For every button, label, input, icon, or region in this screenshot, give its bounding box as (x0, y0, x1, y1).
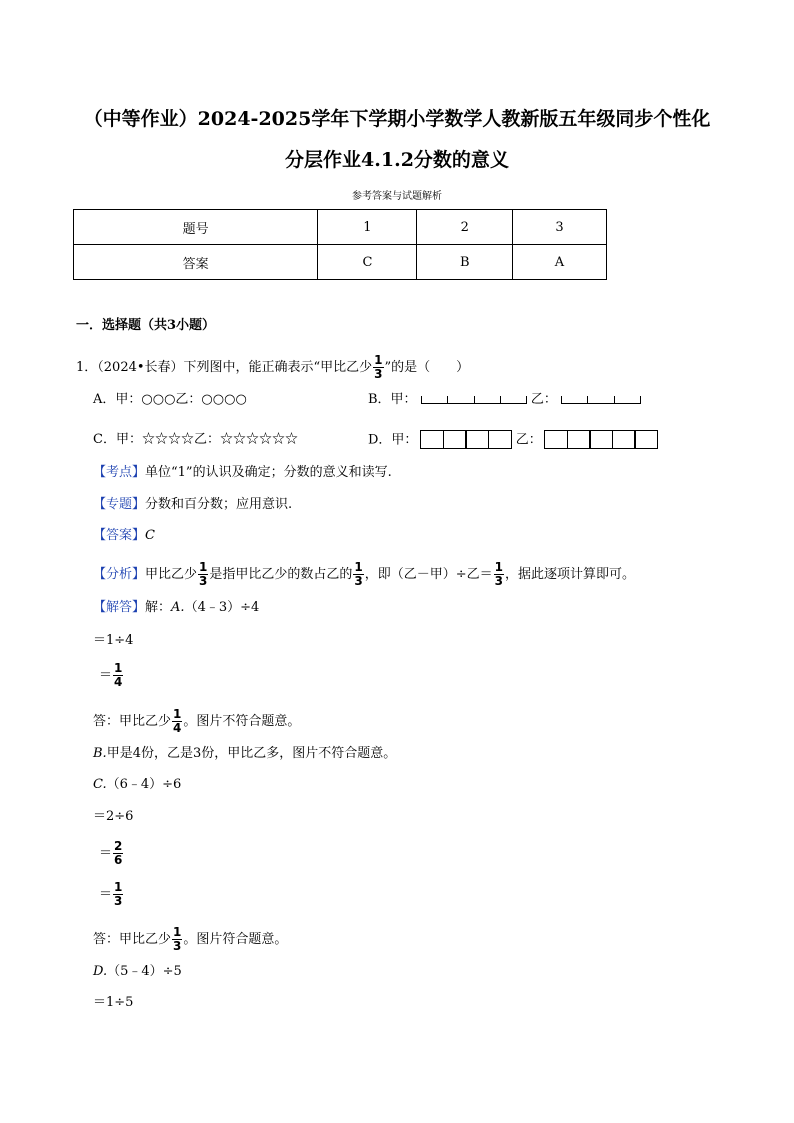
fenxi-text-1: 甲比乙少 (145, 567, 198, 582)
numerator: 2 (114, 839, 123, 853)
denominator: 4 (173, 721, 182, 735)
option-b-label: B．甲： (368, 392, 417, 407)
kaodian-line (93, 463, 392, 483)
denominator: 3 (374, 367, 383, 381)
fraction (172, 708, 182, 735)
jieda-line (93, 598, 259, 618)
fraction (172, 926, 182, 953)
document-title-line1: （中等作业）2024-2025学年下学期小学数学人教新版五年级同步个性化 (83, 108, 711, 130)
table-cell: 1 (318, 210, 417, 245)
denominator: 3 (173, 939, 182, 953)
denominator: 3 (354, 574, 363, 588)
answer-table (73, 209, 607, 280)
fenxi-tag: 【分析】 (93, 567, 146, 582)
equals-sign: ＝ (99, 846, 113, 861)
document-subtitle: 参考答案与试题解析 (352, 191, 442, 202)
denominator: 3 (199, 574, 208, 588)
line-b (93, 744, 396, 764)
fraction (353, 561, 363, 588)
numerator: 1 (199, 560, 208, 574)
equals-sign: ＝ (99, 668, 113, 683)
question-1-stem (76, 354, 469, 381)
denominator: 6 (114, 853, 123, 867)
line-c (93, 775, 181, 795)
jieda-option-a: A. (171, 600, 185, 615)
line-c-label: C. (93, 777, 107, 792)
document-title-line2: 分层作业4.1.2分数的意义 (285, 149, 509, 171)
option-b (368, 390, 641, 410)
numerator: 1 (173, 707, 182, 721)
table-cell: A (513, 245, 607, 280)
line-c-text: （6﹣4）÷6 (106, 777, 182, 792)
table-cell: 3 (513, 210, 607, 245)
numerator: 1 (114, 661, 123, 675)
fenxi-text-4: ，据此逐项计算即可。 (505, 567, 636, 582)
answer-a-text-1: 答：甲比乙少 (93, 714, 172, 729)
option-d-label: D．甲： (368, 432, 418, 448)
numerator: 1 (173, 925, 182, 939)
kaodian-text: 单位“1”的认识及确定；分数的意义和读写. (145, 465, 392, 480)
line-b-text: 甲是4份，乙是3份，甲比乙多，图片不符合题意。 (106, 746, 397, 761)
table-row (74, 245, 607, 280)
answer-a-line (93, 708, 300, 735)
table-cell: C (318, 245, 417, 280)
denominator: 4 (114, 675, 123, 689)
ruler-yi-figure (561, 395, 641, 404)
boxes-jia-figure (422, 430, 512, 450)
daan-tag: 【答案】 (93, 528, 146, 543)
zhuanti-line (93, 495, 292, 515)
step-d-1: ＝1÷5 (93, 995, 134, 1010)
table-cell: 答案 (74, 245, 318, 280)
denominator: 3 (114, 894, 123, 908)
option-d-yi-label: 乙： (515, 432, 542, 448)
option-d (368, 430, 658, 451)
line-d-text: （5﹣4）÷5 (107, 964, 182, 979)
numerator: 1 (114, 880, 123, 894)
numerator: 1 (494, 560, 504, 574)
numerator: 1 (374, 353, 383, 367)
step-a-1: ＝1÷4 (93, 633, 134, 648)
denominator: 3 (494, 574, 504, 588)
option-c: C．甲：☆☆☆☆乙：☆☆☆☆☆☆ (93, 432, 298, 447)
stem-text-b: ”的是（ ） (384, 360, 470, 375)
kaodian-tag: 【考点】 (93, 465, 146, 480)
boxes-yi-figure (546, 430, 659, 450)
fraction (198, 561, 208, 588)
equals-sign: ＝ (99, 887, 113, 902)
option-a: A．甲：○○○乙：○○○○ (93, 392, 247, 407)
fraction (494, 561, 504, 588)
answer-c-text-1: 答：甲比乙少 (93, 932, 172, 947)
line-d (93, 962, 182, 982)
answer-a-text-2: 。图片不符合题意。 (183, 714, 301, 729)
answer-c-line (93, 926, 287, 953)
jieda-expression: （4﹣3）÷4 (184, 600, 260, 615)
numerator: 1 (354, 560, 363, 574)
fraction (373, 354, 383, 381)
table-cell: 题号 (74, 210, 318, 245)
zhuanti-tag: 【专题】 (93, 497, 146, 512)
ruler-jia-figure (421, 395, 527, 404)
step-c-3 (99, 881, 124, 908)
fenxi-line (93, 561, 635, 588)
section-title: 一．选择题（共3小题） (76, 318, 216, 333)
table-cell: 2 (417, 210, 513, 245)
table-cell: B (417, 245, 513, 280)
fenxi-text-2: 是指甲比乙少的数占乙的 (209, 567, 353, 582)
line-d-label: D. (93, 964, 108, 979)
stem-text-a: 1．（2024•长春）下列图中，能正确表示“甲比乙少 (76, 360, 373, 375)
fenxi-text-3: ，即（乙－甲）÷乙＝ (364, 567, 493, 582)
step-a-2 (99, 662, 124, 689)
daan-text: C (145, 528, 155, 543)
answer-c-text-2: 。图片符合题意。 (183, 932, 288, 947)
fraction (113, 881, 123, 908)
line-b-label: B. (93, 746, 107, 761)
zhuanti-text: 分数和百分数；应用意识. (145, 497, 293, 512)
jieda-tag: 【解答】 (93, 600, 146, 615)
table-row (74, 210, 607, 245)
daan-line (93, 526, 155, 546)
step-c-1: ＝2÷6 (93, 809, 134, 824)
jieda-text-1: 解： (145, 600, 172, 615)
step-c-2 (99, 840, 124, 867)
option-b-yi-label: 乙： (530, 392, 557, 407)
fraction (113, 662, 123, 689)
fraction (113, 840, 123, 867)
